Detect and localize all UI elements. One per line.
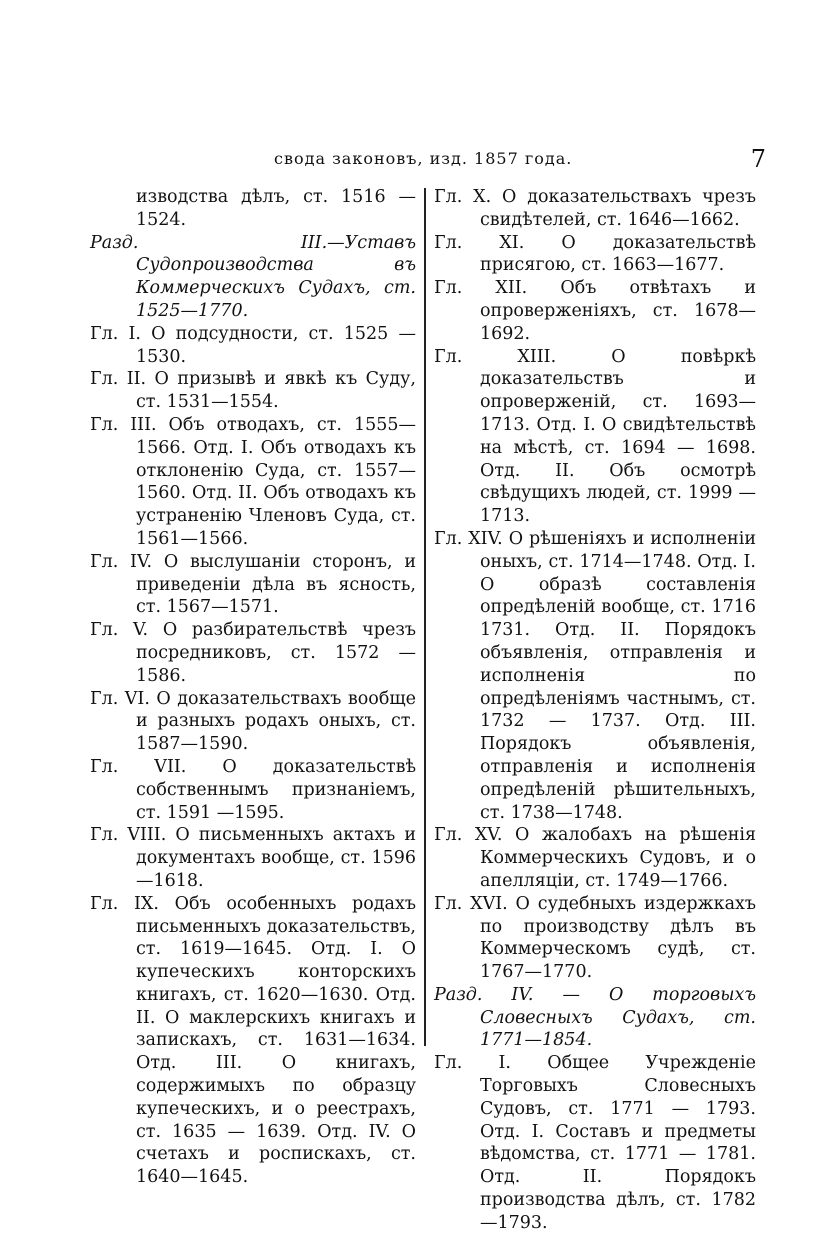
toc-entry: Разд. III.—Уставъ Судопроизводства въ Коммерческихъ Судахъ, ст. 1525—1770. <box>90 232 416 321</box>
toc-entry: изводства дѣлъ, ст. 1516 — 1524. <box>136 187 416 230</box>
toc-entry: Гл. VII. О доказательствѣ собственнымъ признаніемъ, ст. 1591 —1595. <box>90 756 416 823</box>
toc-entry: Гл. XIII. О повѣркѣ доказательствъ и опроверженій, ст. 1693—1713. Отд. I. О свидѣтельствѣ на мѣстѣ, ст. 1694 — 1698. Отд. II. Объ осмотрѣ свѣдущихъ людей, ст. 1999 — 1713. <box>434 346 756 527</box>
running-title: свода законовъ, изд. 1857 года. <box>274 149 573 168</box>
toc-entry: Гл. XI. О доказательствѣ присягою, ст. 1663—1677. <box>434 232 756 276</box>
toc-entry: Гл. XII. Объ отвѣтахъ и опроверженіяхъ, ст. 1678—1692. <box>434 278 756 344</box>
toc-entry: Разд. IV. — О торговыхъ Словесныхъ Судахъ, ст. 1771—1854. <box>434 984 756 1051</box>
toc-entry: Гл. V. О разбирательствѣ чрезъ посредниковъ, ст. 1572 — 1586. <box>90 620 416 686</box>
toc-entry: Гл. IV. О выслушаніи сторонъ, и приведеніи дѣла въ ясность, ст. 1567—1571. <box>90 551 416 618</box>
toc-entry: Гл. VI. О доказательствахъ вообще и разныхъ родахъ оныхъ, ст. 1587—1590. <box>90 688 416 755</box>
toc-entry: Гл. IX. Объ особенныхъ родахъ письменныхъ доказательствъ, ст. 1619—1645. Отд. I. О купеческихъ конторскихъ книгахъ, ст. 1620—1630. Отд. II. О маклерскихъ книгахъ и запискахъ, ст. 1631—1634. Отд. III. О книгахъ, содержимыхъ по образцу купеческихъ, и о реестрахъ, ст. 1635 — 1639. Отд. IV. О счетахъ и роспискахъ, ст. 1640—1645. <box>90 893 416 1188</box>
right-column <box>434 186 756 1235</box>
toc-entry: Гл. XVI. О судебныхъ издержкахъ по производству дѣлъ въ Коммерческомъ судѣ, ст. 1767—1770. <box>434 893 756 983</box>
toc-entry: Гл. VIII. О письменныхъ актахъ и документахъ вообще, ст. 1596—1618. <box>90 825 416 891</box>
page-header <box>268 145 774 175</box>
toc-entry: Гл. I. Общее Учрежденіе Торговыхъ Словесныхъ Судовъ, ст. 1771 — 1793. Отд. I. Составъ и предметы вѣдомства, ст. 1771 — 1781. Отд. II. Порядокъ производства дѣлъ, ст. 1782—1793. <box>434 1053 756 1233</box>
left-column <box>90 186 416 1189</box>
page-number: 7 <box>750 145 766 173</box>
toc-entry: Гл. II. О призывѣ и явкѣ къ Суду, ст. 1531—1554. <box>90 369 416 413</box>
toc-entry: Гл. III. Объ отводахъ, ст. 1555—1566. Отд. I. Объ отводахъ къ отклоненію Суда, ст. 1557—1560. Отд. II. Объ отводахъ къ устраненію Членовъ Суда, ст. 1561—1566. <box>90 414 416 549</box>
toc-entry: Гл. I. О подсудности, ст. 1525 — 1530. <box>90 323 416 367</box>
toc-entry: Гл. X. О доказательствахъ чрезъ свидѣтелей, ст. 1646—1662. <box>434 187 756 230</box>
column-divider <box>424 188 426 1046</box>
toc-entry: Гл. XIV. О рѣшеніяхъ и исполненіи оныхъ, ст. 1714—1748. Отд. I. О образѣ составленія опредѣленій вообще, ст. 1716 1731. Отд. II. Порядокъ объявленія, отправленія и исполненія по опредѣленіямъ частнымъ, ст. 1732 — 1737. Отд. III. Порядокъ объявленія, отправленія и исполненія опредѣленій рѣшительныхъ, ст. 1738—1748. <box>434 528 756 823</box>
toc-entry: Гл. XV. О жалобахъ на рѣшенія Коммерческихъ Судовъ, и о апелляціи, ст. 1749—1766. <box>434 825 756 891</box>
